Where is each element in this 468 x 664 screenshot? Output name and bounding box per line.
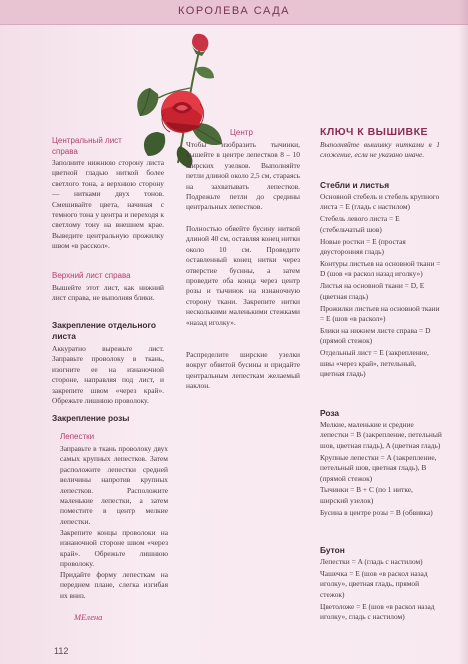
stems-line: Листья на основной ткани = D, E (цветная гладь) xyxy=(320,281,425,301)
stems-line: Блики на нижнем листе справа = D (прямой стежок) xyxy=(320,325,431,346)
header-title: КОРОЛЕВА САДА xyxy=(178,5,290,17)
signature: MЕлена xyxy=(74,612,103,622)
page-number: 112 xyxy=(54,646,69,656)
leaf-top xyxy=(196,67,214,79)
stems-list xyxy=(320,192,442,381)
center-text-3: Распределите ширские узелки вокруг обвитой бусины и придайте центральным лепесткам желаемый наклон. xyxy=(186,350,300,391)
stems-line: Основной стебель и стебель крупного листа = E (гладь с настилом) xyxy=(320,192,440,212)
bud-line: Цветоложе = E (шов «в раскол назад иголку», гладь с настилом) xyxy=(320,601,435,622)
stems-line: Стебель левого листа = E (стебельчатый шов) xyxy=(320,214,400,234)
petals-text-3: Придайте форму лепесткам на переднем плане, слегка изгибая их вниз. xyxy=(60,570,168,600)
central-leaf-heading: Центральный лист справа xyxy=(52,136,122,156)
petals-text-1: Заправьте в ткань проволоку двух самых крупных лепестков. Затем расположите лепестки средней величины напротив крупных лепестков. Расположите маленькие лепестки, а затем поместите в центр мелкие лепестки. xyxy=(60,444,168,526)
central-leaf-text: Заполните нижнюю сторону листа цветной гладью ниткой более светлого тона, а верхнюю сторону — нитками двух тонов. Смешивайте цвета, начиная с темного тона у центра и переходя к светлому тону на внешнем крае. Выведите центральную прожилку швом «в расскол». xyxy=(52,158,164,251)
petals-heading: Лепестки xyxy=(60,432,95,441)
stems-line: Прожилки листьев на основной ткани = E (шов «в раскол») xyxy=(320,303,440,323)
rose-list xyxy=(320,420,442,520)
bud-line: Чашечка = E (шов «в раскол назад иголку», цветная гладь, прямой стежок) xyxy=(320,568,428,599)
center-heading: Центр xyxy=(230,128,253,137)
fixing-heading: Закрепление отдельного листа xyxy=(52,320,156,341)
rose-fixing-heading: Закрепление розы xyxy=(52,413,130,423)
key-title: КЛЮЧ К ВЫШИВКЕ xyxy=(320,126,429,138)
center-text-1: Чтобы изобразить тычинки, вышейте в центре лепестков 8 – 10 ширских узелков. Выполняйте петли длиной около 2,5 см, стараясь на захватывать лепестков. Подрежьте петли до средины центральных лепестков. xyxy=(186,140,301,212)
center-text-2: Полностью обвейте бусину ниткой длиной 40 см, оставляя конец нитки около 10 см. Проведите оставленный конец нитки через отверстие бусины, а затем проведите оба конца через центр розы и тычинок на изнаночную сторону ткани. Закрепите нитки несколькими маленькими стежками «назад иголку». xyxy=(186,224,300,327)
rose-line: Бусина в центре розы = B (обвивка) xyxy=(320,507,433,517)
rose-bud xyxy=(192,34,208,52)
page-spine-shadow xyxy=(458,0,468,664)
stems-heading: Стебли и листья xyxy=(320,180,390,190)
top-leaf-text: Вышейте этот лист, как нижний лист справа, не выполняя блики. xyxy=(52,283,164,303)
rose-heading: Роза xyxy=(320,408,340,418)
fixing-text: Аккуратно вырежьте лист. Заправьте проволоку в ткань, изогните ее на изнаночной стороне, направляя под лист, и закрепите швом «через край». Обрежьте лишнюю проволоку. xyxy=(52,344,164,406)
rose-line: Крупные лепестки = A (закрепление, петельный шов, цветная гладь), B (прямой стежок) xyxy=(320,452,437,483)
stems-line: Новые ростки = E (простая двусторонняя гладь) xyxy=(320,236,406,257)
stems-line: Контуры листьев на основной ткани = D (шов «в раскол назад иголку») xyxy=(320,258,441,279)
bud-line: Лепестки = A (гладь с настилом) xyxy=(320,557,423,566)
leaf-bottom-left xyxy=(144,132,165,156)
top-leaf-heading: Верхний лист справа xyxy=(52,271,131,280)
rose-line: Тычинки = B + C (по 1 нитке, ширский узелок) xyxy=(320,485,413,505)
bud-list xyxy=(320,557,442,624)
bud-heading: Бутон xyxy=(320,545,345,555)
leaf-left xyxy=(137,88,158,116)
stems-line: Отдельный лист = E (закрепление, швы «через край», петельный, цветная гладь) xyxy=(320,348,429,378)
key-intro: Выполняйте вышивку нитками в 1 сложение, если не указано иначе. xyxy=(320,140,440,160)
rose-line: Мелкие, маленькие и средние лепестки = B (закрепление, петельный шов, цветная гладь), A (цветная гладь) xyxy=(320,420,442,450)
petals-text-2: Закрепите концы проволоки на изнаночной стороне швом «через край». Обрежьте лишнюю проволоку. xyxy=(60,528,168,569)
